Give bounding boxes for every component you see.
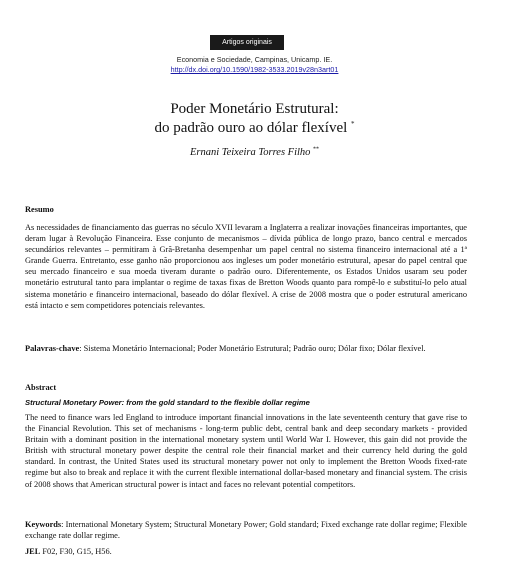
keywords [25,519,467,541]
resumo-heading: Resumo [25,205,54,214]
journal-line: Economia e Sociedade, Campinas, Unicamp. IE. [176,55,333,64]
doi-link[interactable]: http://dx.doi.org/10.1590/1982-3533.2019v28n3art01 [170,65,339,74]
palavras-chave-label: Palavras-chave [25,344,80,353]
keywords-label: Keywords [25,520,62,529]
jel-codes [25,547,112,556]
author-line [0,147,509,158]
author-footnote-mark: ** [313,146,320,153]
section-badge: Artigos originais [210,35,284,50]
jel-label: JEL [25,547,41,556]
palavras-chave [25,343,467,354]
resumo-text: As necessidades de financiamento das guerras no século XVII levaram a Inglaterra a realizar inovações financeiras importantes, que deram lugar à Revolução Financeira. Esse conjunto de mecanismos – dívida pública de longo prazo, banco central e mercados secundários relevantes – permitiram à Grã-Bretanha desempenhar um papel central no sistema financeiro internacional até a 1ª Grande Guerra. Entretanto, esse ganho não proporcionou aos ingleses um poder monetário estrutural, apesar do papel central que seu mercado financeiro e sua moeda tiveram durante o padrão ouro. Diferentemente, os Estados Unidos usaram seu poder monetário estrutural tanto para implantar o regime de taxas fixas de Bretton Woods quanto para rompê-lo e substituí-lo pelo atual sistema monetário e financeiro internacional, baseado do dólar flexível. A crise de 2008 mostra que o poder estrutural americano está intacto e sem competidores potenciais relevantes. [25,223,467,310]
doi-line [0,65,509,75]
article-title-text: do padrão ouro ao dólar flexível [154,120,348,136]
abstract-text: The need to finance wars led England to introduce important financial innovations in the late seventeenth century that gave rise to the Financial Revolution. This set of mechanisms - long-term public debt, central bank and deep secondary markets - provided Britain with a dominant position in the international monetary system until World War I. However, this gain did not provide the British with structural monetary power despite the central role their financial market and their currency held during the gold standard. In contrast, the United States used its structural monetary power not only to implement the Bretton Woods fixed-rate regime but also to break and replace it with the current flexible international dollar-based monetary and financial system. The crisis of 2008 shows that American structural power is intact and faces no relevant potential competitors. [25,413,467,489]
jel-text: F02, F30, G15, H56. [40,547,112,556]
abstract-heading: Abstract [25,383,57,392]
abstract-title-en: Structural Monetary Power: from the gold standard to the flexible dollar regime [25,398,310,407]
article-title-line1: Poder Monetário Estrutural: [170,101,339,117]
article-title-line2 [0,119,509,137]
title-footnote-mark: * [351,120,355,128]
author-name: Ernani Teixeira Torres Filho [189,147,311,158]
palavras-chave-text: : Sistema Monetário Internacional; Poder Monetário Estrutural; Padrão ouro; Dólar fixo; Dólar flexível. [79,344,426,353]
keywords-text: : International Monetary System; Structural Monetary Power; Gold standard; Fixed exchange rate dollar regime; Flexible exchange rate dollar regime. [25,520,467,541]
